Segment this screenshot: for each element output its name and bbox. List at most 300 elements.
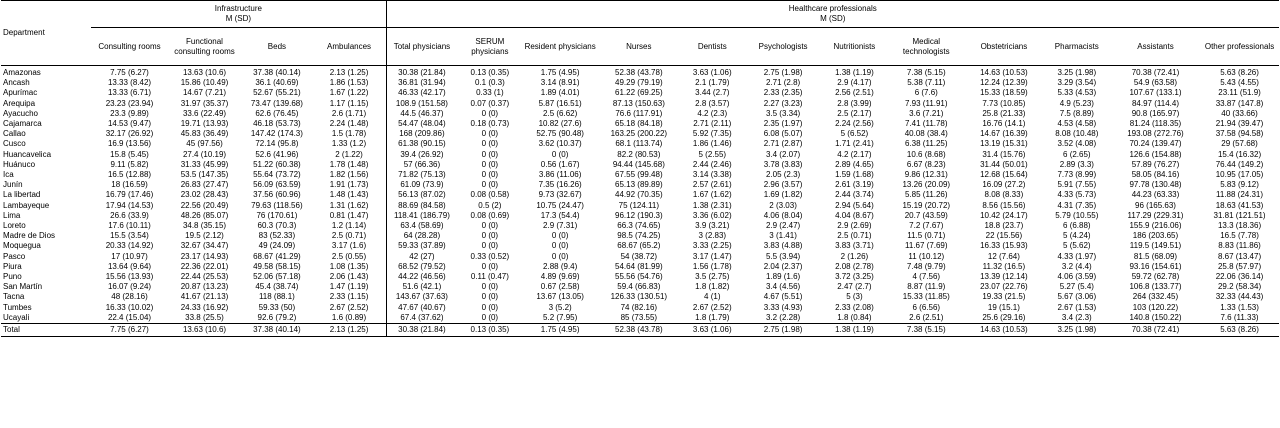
value-cell: 119.5 (149.51) — [1129, 241, 1182, 251]
value-cell: 70.24 (139.47) — [1129, 139, 1182, 149]
value-cell: 7.38 (5.15) — [906, 68, 946, 77]
value-cell: 5.33 (4.53) — [1057, 88, 1097, 98]
value-cell: 52.75 (90.48) — [536, 129, 584, 139]
column-header: Other professionals — [1204, 41, 1275, 51]
value-cell: 55.64 (73.72) — [253, 170, 301, 180]
value-cell: 44.92 (70.35) — [615, 190, 663, 200]
value-cell: 0 (0) — [481, 221, 499, 231]
value-cell: 3 (2.83) — [698, 231, 727, 241]
department-cell: Loreto — [3, 221, 26, 231]
value-cell: 3.2 (2.28) — [765, 312, 801, 322]
value-cell: 14.53 (9.47) — [107, 119, 152, 129]
value-cell: 1.17 (1.15) — [329, 98, 369, 108]
value-cell: 1.2 (1.14) — [331, 221, 367, 231]
value-cell: 11.67 (7.69) — [905, 241, 948, 251]
value-cell: 15.56 (13.93) — [105, 272, 154, 282]
value-cell: 53.5 (147.35) — [180, 170, 229, 180]
value-cell: 4.33 (1.97) — [1057, 251, 1097, 261]
table-row — [1, 190, 1279, 200]
department-header: Department — [3, 28, 45, 37]
value-cell: 2.9 (2.47) — [765, 221, 801, 231]
value-cell: 34.8 (35.15) — [182, 221, 227, 231]
value-cell: 10.95 (17.05) — [1215, 170, 1264, 180]
value-cell: 2.75 (1.98) — [745, 324, 822, 337]
value-cell: 57.89 (76.27) — [1131, 159, 1180, 169]
value-cell: 4.06 (8.04) — [763, 210, 803, 220]
value-cell: 2.67 (2.52) — [692, 302, 732, 312]
value-cell: 0 (0) — [481, 170, 499, 180]
value-cell: 4.04 (8.67) — [835, 210, 874, 220]
value-cell: 13.3 (18.36) — [1217, 221, 1262, 231]
value-cell: 5 (3) — [846, 292, 863, 302]
value-cell: 143.67 (37.63) — [386, 292, 457, 302]
value-cell: 5 (2.55) — [698, 149, 727, 159]
value-cell: 59.4 (66.83) — [617, 282, 661, 292]
value-cell: 2.71 (2.11) — [693, 119, 732, 129]
value-cell: 41.67 (21.13) — [180, 292, 229, 302]
value-cell: 8.56 (15.56) — [982, 200, 1026, 210]
value-cell: 12.24 (12.39) — [980, 78, 1028, 88]
value-cell: 0.33 (0.52) — [470, 251, 510, 261]
value-cell: 2 (1.26) — [840, 251, 869, 261]
value-cell: 168 (209.86) — [386, 129, 457, 139]
value-cell: 13.19 (15.31) — [980, 139, 1028, 149]
value-cell: 19.5 (2.12) — [185, 231, 224, 241]
value-cell: 3.78 (3.83) — [763, 159, 803, 169]
value-cell: 3.4 (2.07) — [765, 149, 801, 159]
value-cell: 0.33 (1) — [476, 88, 504, 98]
value-cell: 118 (88.1) — [258, 292, 295, 302]
column-header: Medical technologists — [902, 36, 950, 56]
value-cell: 2.56 (2.51) — [835, 88, 874, 98]
value-cell: 2 (3.03) — [769, 200, 797, 210]
value-cell: 15.33 (18.59) — [980, 88, 1028, 98]
value-cell: 7.5 (8.89) — [1059, 108, 1094, 118]
value-cell: 5.27 (5.4) — [1059, 282, 1094, 292]
value-cell: 11 (10.12) — [908, 251, 945, 261]
value-cell: 1.08 (1.35) — [329, 261, 369, 271]
value-cell: 13.39 (12.14) — [980, 272, 1028, 282]
value-cell: 7.73 (10.85) — [982, 98, 1026, 108]
value-cell: 0 (0) — [551, 149, 569, 159]
value-cell: 3.5 (3.34) — [765, 108, 801, 118]
value-cell: 76.44 (149.2) — [1215, 159, 1264, 169]
value-cell: 92.6 (79.2) — [257, 312, 297, 322]
value-cell: 0.11 (0.47) — [470, 272, 509, 282]
value-cell: 36.1 (40.69) — [255, 78, 299, 88]
table-row — [1, 170, 1279, 180]
value-cell: 0.13 (0.35) — [470, 68, 510, 77]
value-cell: 32.33 (44.43) — [1215, 292, 1264, 302]
value-cell: 3 (5.2) — [548, 302, 572, 312]
value-cell: 13.33 (8.42) — [107, 78, 152, 88]
table-row — [1, 99, 1279, 109]
value-cell: 5.43 (4.55) — [1220, 78, 1259, 88]
value-cell: 1.8 (1.79) — [695, 312, 730, 322]
value-cell: 0.08 (0.69) — [470, 210, 510, 220]
value-cell: 3.62 (10.37) — [538, 139, 582, 149]
healthcare-unit: M (SD) — [820, 14, 846, 23]
value-cell: 61.22 (69.25) — [615, 88, 663, 98]
table-body — [1, 66, 1279, 337]
value-cell: 31.4 (15.76) — [982, 149, 1026, 159]
value-cell: 106.8 (133.77) — [1129, 282, 1182, 292]
value-cell: 12.68 (15.64) — [980, 170, 1028, 180]
infrastructure-header — [91, 1, 386, 28]
value-cell: 20.33 (14.92) — [105, 241, 154, 251]
value-cell: 49.29 (79.19) — [615, 78, 663, 88]
value-cell: 13.26 (20.09) — [902, 180, 951, 190]
table-row — [1, 252, 1279, 262]
value-cell: 24.33 (16.92) — [180, 302, 229, 312]
value-cell: 40 (33.66) — [1221, 108, 1258, 118]
value-cell: 5.91 (7.55) — [1057, 180, 1097, 190]
table-row — [1, 139, 1279, 149]
value-cell: 68.67 (65.2) — [617, 241, 661, 251]
value-cell: 61.09 (73.9) — [386, 180, 457, 190]
value-cell: 23.02 (28.43) — [180, 190, 229, 200]
value-cell: 93.16 (154.61) — [1129, 261, 1182, 271]
department-cell: Ucayali — [3, 312, 30, 322]
value-cell: 1.38 (1.19) — [821, 324, 887, 337]
value-cell: 26.6 (33.9) — [110, 210, 149, 220]
value-cell: 27.4 (10.19) — [182, 149, 227, 159]
department-cell: Apurímac — [3, 88, 38, 98]
value-cell: 6.67 (8.23) — [906, 159, 946, 169]
value-cell: 31.81 (121.51) — [1213, 210, 1266, 220]
value-cell: 75 (124.11) — [618, 200, 659, 210]
value-cell: 67.55 (99.48) — [615, 170, 663, 180]
value-cell: 2 (1.22) — [335, 149, 363, 159]
value-cell: 5.5 (3.94) — [765, 251, 801, 261]
table-row — [1, 201, 1279, 211]
value-cell: 59.33 (50) — [258, 302, 296, 312]
value-cell: 118.41 (186.79) — [386, 211, 457, 221]
value-cell: 0 (0) — [481, 149, 499, 159]
value-cell: 11.5 (0.71) — [907, 231, 946, 241]
value-cell: 30.38 (21.84) — [386, 324, 457, 337]
value-cell: 6 (6.88) — [1063, 221, 1091, 231]
value-cell: 74 (82.16) — [620, 302, 658, 312]
value-cell: 7.35 (16.26) — [538, 180, 582, 190]
value-cell: 2.08 (2.78) — [835, 261, 874, 271]
header-column-row — [1, 28, 1279, 66]
value-cell: 20.87 (13.23) — [180, 282, 229, 292]
department-cell: Junín — [3, 180, 23, 190]
table-row — [1, 180, 1279, 190]
value-cell: 25.6 (29.16) — [982, 312, 1026, 322]
value-cell: 68.67 (41.29) — [253, 251, 301, 261]
value-cell: 2.24 (2.56) — [835, 119, 874, 129]
healthcare-title: Healthcare professionals — [788, 4, 877, 13]
value-cell: 3.83 (4.88) — [763, 241, 803, 251]
header-group-row — [1, 1, 1279, 28]
value-cell: 16.09 (27.2) — [982, 180, 1026, 190]
value-cell: 155.9 (216.06) — [1129, 221, 1182, 231]
department-cell: Ica — [3, 170, 14, 180]
department-cell: Arequipa — [3, 98, 36, 108]
value-cell: 1.33 (1.53) — [1220, 302, 1259, 312]
value-cell: 117.29 (229.31) — [1127, 210, 1184, 220]
value-cell: 0 (0) — [551, 241, 569, 251]
value-cell: 2.44 (2.46) — [692, 159, 732, 169]
value-cell: 29 (57.68) — [1221, 139, 1258, 149]
value-cell: 1.38 (1.19) — [835, 68, 874, 77]
value-cell: 1.86 (1.46) — [692, 139, 732, 149]
value-cell: 126.33 (130.51) — [610, 292, 668, 302]
value-cell: 23.11 (51.9) — [1218, 88, 1261, 98]
value-cell: 57 (66.36) — [386, 160, 457, 170]
value-cell: 49 (24.09) — [258, 241, 296, 251]
value-cell: 18 (16.59) — [111, 180, 148, 190]
value-cell: 97.78 (130.48) — [1129, 180, 1182, 190]
value-cell: 16.5 (7.78) — [1220, 231, 1259, 241]
value-cell: 79.63 (118.56) — [251, 200, 303, 210]
value-cell: 163.25 (200.22) — [610, 129, 668, 139]
value-cell: 7.2 (7.67) — [909, 221, 944, 231]
value-cell: 68.52 (79.52) — [386, 262, 457, 272]
table-row — [1, 78, 1279, 88]
value-cell: 107.67 (133.1) — [1129, 88, 1182, 98]
value-cell: 72.14 (95.8) — [255, 139, 299, 149]
value-cell: 7.73 (8.99) — [1057, 170, 1097, 180]
value-cell: 18.8 (23.7) — [984, 221, 1024, 231]
infrastructure-unit: M (SD) — [225, 14, 252, 23]
value-cell: 3.36 (6.02) — [692, 210, 732, 220]
value-cell: 32.17 (26.92) — [105, 129, 154, 139]
department-cell: San Martín — [3, 282, 43, 292]
value-cell: 66.3 (74.65) — [617, 221, 661, 231]
value-cell: 14.67 (7.21) — [182, 88, 227, 98]
value-cell: 3.4 (4.56) — [765, 282, 801, 292]
value-cell: 47.67 (40.67) — [386, 303, 457, 313]
value-cell: 5 (5.62) — [1063, 241, 1091, 251]
value-cell: 13.63 (10.6) — [182, 68, 227, 77]
value-cell: 6.08 (5.07) — [763, 129, 803, 139]
value-cell: 2.5 (0.71) — [331, 231, 367, 241]
value-cell: 64 (28.28) — [386, 231, 457, 241]
value-cell: 20.7 (43.59) — [904, 210, 948, 220]
value-cell: 3.52 (4.08) — [1057, 139, 1097, 149]
value-cell: 87.13 (150.63) — [612, 98, 665, 108]
value-cell: 0 (0) — [481, 292, 499, 302]
value-cell: 10.6 (8.68) — [906, 149, 946, 159]
value-cell: 52.06 (57.18) — [253, 272, 301, 282]
value-cell: 4.31 (7.35) — [1057, 200, 1097, 210]
value-cell: 76.6 (117.91) — [615, 108, 663, 118]
value-cell: 15.5 (3.54) — [110, 231, 149, 241]
value-cell: 3.25 (1.98) — [1057, 68, 1097, 77]
value-cell: 7.38 (5.15) — [887, 324, 965, 337]
value-cell: 2.33 (2.08) — [835, 302, 874, 312]
department-cell: La libertad — [3, 190, 41, 200]
value-cell: 16.07 (9.24) — [107, 282, 152, 292]
department-cell: Pasco — [3, 251, 26, 261]
value-cell: 17.3 (54.4) — [540, 210, 580, 220]
value-cell: 0.07 (0.37) — [470, 98, 510, 108]
value-cell: 3.29 (3.54) — [1057, 78, 1097, 88]
value-cell: 3.17 (1.6) — [331, 241, 367, 251]
value-cell: 84.97 (114.4) — [1131, 98, 1179, 108]
value-cell: 9.73 (32.67) — [538, 190, 582, 200]
value-cell: 6 (6.56) — [912, 302, 941, 312]
value-cell: 3.14 (3.38) — [692, 170, 732, 180]
value-cell: 36.81 (31.94) — [386, 78, 457, 88]
department-cell: Cajamarca — [3, 119, 42, 129]
value-cell: 58.05 (84.16) — [1131, 170, 1180, 180]
value-cell: 90.8 (165.97) — [1131, 108, 1180, 118]
total-row — [1, 324, 1279, 337]
value-cell: 3.33 (4.93) — [763, 302, 803, 312]
value-cell: 3.17 (1.47) — [692, 251, 732, 261]
value-cell: 59.33 (37.89) — [386, 241, 457, 251]
value-cell: 29.2 (58.34) — [1217, 282, 1262, 292]
column-header: Resident physicians — [524, 41, 596, 51]
value-cell: 7.75 (6.27) — [110, 68, 149, 77]
value-cell: 0.5 (2) — [478, 200, 502, 210]
value-cell: 0 (0) — [481, 139, 499, 149]
value-cell: 15.86 (10.49) — [180, 78, 229, 88]
value-cell: 45.4 (38.74) — [255, 282, 299, 292]
value-cell: 1.86 (1.53) — [329, 78, 369, 88]
value-cell: 0 (0) — [481, 302, 499, 312]
value-cell: 65.13 (89.89) — [615, 180, 663, 190]
value-cell: 46.33 (42.17) — [386, 88, 457, 98]
department-cell: Puno — [3, 272, 22, 282]
value-cell: 37.58 (94.58) — [1215, 129, 1264, 139]
value-cell: 2.6 (2.51) — [909, 312, 944, 322]
value-cell: 16.76 (14.1) — [982, 119, 1026, 129]
value-cell: 2.5 (2.17) — [837, 108, 872, 118]
value-cell: 5.83 (9.12) — [1220, 180, 1259, 190]
value-cell: 52.6 (41.96) — [255, 149, 299, 159]
value-cell: 2.05 (2.3) — [765, 170, 801, 180]
value-cell: 7.6 (11.33) — [1220, 312, 1259, 322]
value-cell: 17.6 (10.11) — [108, 221, 151, 231]
value-cell: 33.87 (147.8) — [1215, 98, 1264, 108]
value-cell: 3.44 (2.7) — [695, 88, 730, 98]
value-cell: 1.38 (2.31) — [692, 200, 732, 210]
table-row — [1, 272, 1279, 282]
value-cell: 37.38 (40.14) — [241, 324, 312, 337]
value-cell: 11.88 (24.31) — [1216, 190, 1264, 200]
value-cell: 23.17 (14.93) — [180, 251, 229, 261]
column-header: Beds — [267, 41, 287, 51]
value-cell: 2.47 (2.7) — [837, 282, 872, 292]
value-cell: 30.38 (21.84) — [386, 66, 457, 79]
column-header: Nurses — [626, 41, 652, 51]
value-cell: 56.13 (87.02) — [386, 190, 457, 200]
table-row — [1, 129, 1279, 139]
value-cell: 22.4 (15.04) — [107, 312, 152, 322]
value-cell: 44.23 (63.33) — [1131, 190, 1180, 200]
value-cell: 0.08 (0.58) — [470, 190, 510, 200]
value-cell: 0.81 (1.47) — [329, 210, 369, 220]
value-cell: 3.86 (11.06) — [538, 170, 582, 180]
value-cell: 5.92 (7.35) — [692, 129, 732, 139]
value-cell: 4.06 (3.59) — [1057, 272, 1097, 282]
value-cell: 61.38 (90.15) — [386, 139, 457, 149]
department-cell: Ancash — [3, 78, 30, 88]
value-cell: 0 (0) — [481, 261, 499, 271]
value-cell: 16.9 (13.56) — [107, 139, 152, 149]
value-cell: 0 (0) — [551, 231, 569, 241]
value-cell: 2.96 (3.57) — [763, 180, 803, 190]
value-cell: 1.47 (1.19) — [329, 282, 369, 292]
value-cell: 2.5 (0.71) — [837, 231, 872, 241]
department-cell: Huancavelica — [3, 149, 52, 159]
value-cell: 44.5 (46.37) — [386, 109, 457, 119]
value-cell: 0.67 (2.58) — [540, 282, 580, 292]
value-cell: 31.33 (45.99) — [180, 159, 229, 169]
value-cell: 1.89 (1.6) — [765, 272, 801, 282]
department-cell: Total — [1, 324, 91, 337]
value-cell: 7.93 (11.91) — [905, 98, 948, 108]
department-cell: Tacna — [3, 292, 25, 302]
value-cell: 63.4 (58.69) — [386, 221, 457, 231]
value-cell: 14.63 (10.53) — [980, 68, 1028, 77]
value-cell: 42 (27) — [386, 252, 457, 262]
value-cell: 2.9 (7.31) — [543, 221, 578, 231]
value-cell: 81.5 (68.09) — [1133, 251, 1178, 261]
value-cell: 2.71 (2.87) — [763, 139, 803, 149]
department-cell: Cusco — [3, 139, 26, 149]
value-cell: 1.5 (1.78) — [331, 129, 367, 139]
value-cell: 83 (52.33) — [258, 231, 296, 241]
value-cell: 1.8 (1.82) — [695, 282, 730, 292]
value-cell: 17.94 (14.53) — [105, 200, 154, 210]
value-cell: 52.38 (43.78) — [615, 68, 663, 77]
value-cell: 1.71 (2.41) — [835, 139, 874, 149]
value-cell: 0.18 (0.73) — [470, 119, 510, 129]
value-cell: 33.8 (25.5) — [185, 312, 224, 322]
value-cell: 1.56 (1.78) — [692, 261, 732, 271]
value-cell: 37.56 (60.96) — [253, 190, 301, 200]
value-cell: 4.2 (2.3) — [697, 108, 728, 118]
value-cell: 3 (1.41) — [769, 231, 797, 241]
value-cell: 3.72 (3.25) — [835, 272, 874, 282]
value-cell: 62.6 (76.45) — [255, 108, 299, 118]
table-row — [1, 313, 1279, 324]
value-cell: 73.47 (139.68) — [250, 98, 303, 108]
value-cell: 23.3 (9.89) — [110, 108, 149, 118]
value-cell: 1.48 (1.43) — [329, 190, 369, 200]
value-cell: 4.33 (5.73) — [1057, 190, 1097, 200]
value-cell: 52.38 (43.78) — [598, 324, 680, 337]
value-cell: 56.09 (63.59) — [253, 180, 301, 190]
value-cell: 2.13 (1.25) — [329, 68, 369, 77]
value-cell: 9.86 (12.31) — [904, 170, 948, 180]
value-cell: 14.67 (16.39) — [980, 129, 1028, 139]
department-cell: Huánuco — [3, 159, 36, 169]
value-cell: 31.97 (35.37) — [180, 98, 229, 108]
value-cell: 6 (2.65) — [1063, 149, 1091, 159]
value-cell: 1.8 (0.84) — [837, 312, 872, 322]
value-cell: 4.2 (2.17) — [837, 149, 872, 159]
department-cell: Moquegua — [3, 241, 41, 251]
value-cell: 2.8 (3.57) — [695, 98, 730, 108]
value-cell: 2.89 (3.3) — [1059, 159, 1094, 169]
value-cell: 0 (0) — [481, 231, 499, 241]
value-cell: 2.67 (2.52) — [329, 302, 369, 312]
value-cell: 8.08 (10.48) — [1055, 129, 1099, 139]
value-cell: 0.13 (0.35) — [457, 324, 522, 337]
table-row — [1, 262, 1279, 272]
value-cell: 19.71 (13.93) — [180, 119, 229, 129]
value-cell: 22.56 (20.49) — [180, 200, 229, 210]
value-cell: 8.08 (8.33) — [984, 190, 1024, 200]
department-cell: Lambayeque — [3, 200, 50, 210]
